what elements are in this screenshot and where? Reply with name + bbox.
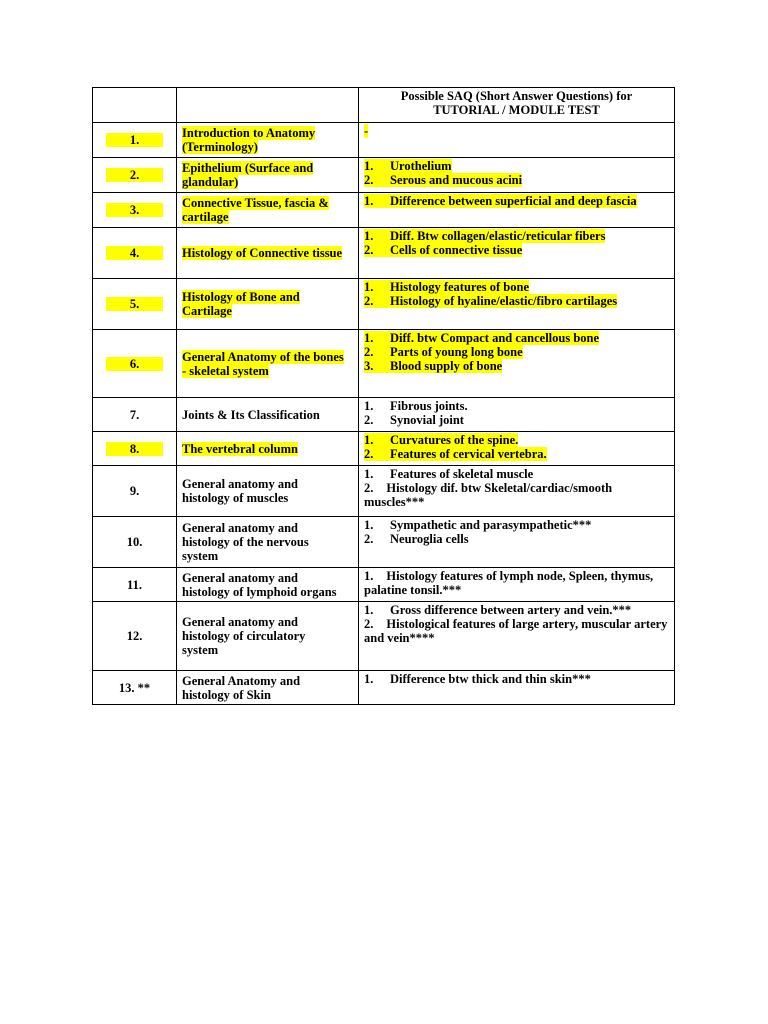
topic-cell [177,602,359,671]
row-number-cell [93,466,177,517]
question-item [364,532,669,546]
table-row [93,398,675,432]
topic-text: Connective Tissue, fascia & [182,196,329,210]
question-item [364,243,669,257]
row-number-cell [93,330,177,398]
row-number: 10. [126,535,143,549]
saq-table [92,87,675,705]
question-number: 2. [364,617,374,631]
table-row [93,671,675,705]
question-number: 1. [364,229,390,243]
topic-text: Histology of Connective tissue [182,246,343,260]
row-number: 12. [126,629,143,643]
table-row [93,466,675,517]
question-number: 2. [364,481,374,495]
table-row [93,228,675,279]
question-text: Histological features of large artery, muscular artery and vein**** [364,617,668,645]
topic-text: - skeletal system [182,363,269,378]
row-number: 11. [127,577,142,592]
question-item [364,569,669,597]
question-text: Diff. btw Compact and cancellous bone [390,331,600,345]
question-item [364,672,669,686]
topic-text: General anatomy and [182,521,298,535]
topic-text: histology of circulatory [182,629,306,643]
questions-cell [359,279,675,330]
question-number: 1. [364,194,390,208]
topic-text: General Anatomy of the bones [182,349,344,364]
topic-cell [177,279,359,330]
question-number: 2. [364,532,374,546]
topic-cell [177,123,359,158]
question-text: Neuroglia cells [390,532,469,546]
topic-text: Introduction to Anatomy [182,126,316,140]
topic-text: General anatomy and [182,615,298,629]
header-empty-cell [93,88,177,123]
topic-cell [177,517,359,568]
question-number: 3. [364,359,390,373]
row-number-cell [93,432,177,466]
table-row [93,123,675,158]
question-text: Urothelium [390,159,452,173]
topic-text: system [182,549,219,563]
topic-text: Joints & Its Classification [182,407,320,422]
question-number: 2. [364,447,390,461]
row-number: 8. [106,442,163,456]
row-number-cell [93,193,177,228]
question-number: 2. [364,173,390,187]
table-row [93,193,675,228]
topic-text: General anatomy and [182,477,298,491]
question-number: 1. [364,672,374,686]
question-item [364,603,669,617]
question-text: Diff. Btw collagen/elastic/reticular fibers [390,229,606,243]
question-item [364,124,669,138]
topic-cell [177,193,359,228]
question-item [364,617,669,645]
topic-text: histology of the nervous [182,535,309,549]
questions-cell [359,193,675,228]
table-row [93,568,675,602]
question-number: 1. [364,159,390,173]
topic-text: histology of lymphoid organs [182,584,337,599]
question-number: 1. [364,569,374,583]
question-item [364,194,669,208]
question-text: Features of cervical vertebra. [390,447,547,461]
table-row [93,158,675,193]
topic-cell [177,432,359,466]
topic-text: glandular) [182,175,239,189]
question-item [364,280,669,294]
question-number: 1. [364,518,374,532]
questions-cell [359,123,675,158]
question-text: Synovial joint [390,413,464,427]
row-number: 1. [106,133,163,147]
header-title-line2: TUTORIAL / MODULE TEST [433,103,600,117]
table-row [93,330,675,398]
header-empty-cell [177,88,359,123]
question-item [364,345,669,359]
question-text: - [364,124,369,138]
header-title-line1: Possible SAQ (Short Answer Questions) for [400,89,633,103]
topic-cell [177,398,359,432]
questions-cell [359,568,675,602]
row-number: 9. [129,484,140,498]
question-item [364,481,669,509]
table-row [93,279,675,330]
question-number: 2. [364,243,390,257]
question-item [364,433,669,447]
header-row [93,88,675,123]
row-number: 3. [106,203,163,217]
question-item [364,359,669,373]
question-number: 2. [364,294,390,308]
row-number: 6. [106,357,163,371]
topic-cell [177,568,359,602]
table-row [93,602,675,671]
table-row [93,517,675,568]
question-item [364,447,669,461]
row-number: 5. [106,297,163,311]
row-number-cell [93,279,177,330]
question-item [364,294,669,308]
topic-text: (Terminology) [182,140,258,154]
question-number: 2. [364,345,390,359]
questions-cell [359,158,675,193]
topic-text: histology of muscles [182,491,289,505]
question-text: Difference between superficial and deep fascia [390,194,637,208]
question-number: 1. [364,280,390,294]
question-item [364,173,669,187]
row-number: 2. [106,168,163,182]
question-item [364,159,669,173]
row-number-cell [93,158,177,193]
question-number: 1. [364,399,374,413]
questions-cell [359,671,675,705]
question-number: 1. [364,603,374,617]
questions-cell [359,228,675,279]
row-number: 13. ** [118,680,151,695]
row-number-cell [93,398,177,432]
question-text: Sympathetic and parasympathetic*** [390,518,592,532]
question-text: Parts of young long bone [390,345,523,359]
question-text: Histology of hyaline/elastic/fibro cartilages [390,294,618,308]
row-number-cell [93,228,177,279]
topic-text: The vertebral column [182,441,298,456]
question-item [364,331,669,345]
question-item [364,518,669,532]
row-number-cell [93,123,177,158]
questions-cell [359,432,675,466]
question-item [364,229,669,243]
questions-cell [359,466,675,517]
question-text: Histology features of lymph node, Spleen, thymus, palatine tonsil.*** [364,569,654,597]
questions-cell [359,517,675,568]
row-number: 4. [106,246,163,260]
questions-cell [359,602,675,671]
question-text: Features of skeletal muscle [390,467,534,481]
question-item [364,399,669,413]
question-number: 1. [364,467,374,481]
questions-cell [359,398,675,432]
question-item [364,467,669,481]
question-text: Histology dif. btw Skeletal/cardiac/smooth muscles*** [364,481,613,509]
table-row [93,432,675,466]
row-number-cell [93,568,177,602]
question-number: 1. [364,433,390,447]
question-item [364,413,669,427]
topic-text: General anatomy and [182,570,298,585]
topic-text: General Anatomy and [182,673,301,688]
question-text: Serous and mucous acini [390,173,523,187]
question-text: Curvatures of the spine. [390,433,519,447]
topic-text: system [182,643,219,657]
question-text: Histology features of bone [390,280,529,294]
topic-cell [177,158,359,193]
question-text: Fibrous joints. [390,399,468,413]
question-text: Difference btw thick and thin skin*** [390,672,591,686]
question-text: Blood supply of bone [390,359,503,373]
header-title-cell [359,88,675,123]
row-number: 7. [129,407,140,422]
question-text: Cells of connective tissue [390,243,523,257]
row-number-cell [93,602,177,671]
topic-text: histology of Skin [182,687,271,702]
topic-text: Epithelium (Surface and [182,161,314,175]
row-number-cell [93,517,177,568]
topic-text: cartilage [182,210,229,224]
question-number: 2. [364,413,374,427]
topic-cell [177,228,359,279]
topic-cell [177,330,359,398]
topic-text: Cartilage [182,304,232,318]
row-number-cell [93,671,177,705]
question-text: Gross difference between artery and vein.*** [390,603,632,617]
topic-text: Histology of Bone and [182,290,300,304]
questions-cell [359,330,675,398]
question-number: 1. [364,331,390,345]
topic-cell [177,671,359,705]
topic-cell [177,466,359,517]
